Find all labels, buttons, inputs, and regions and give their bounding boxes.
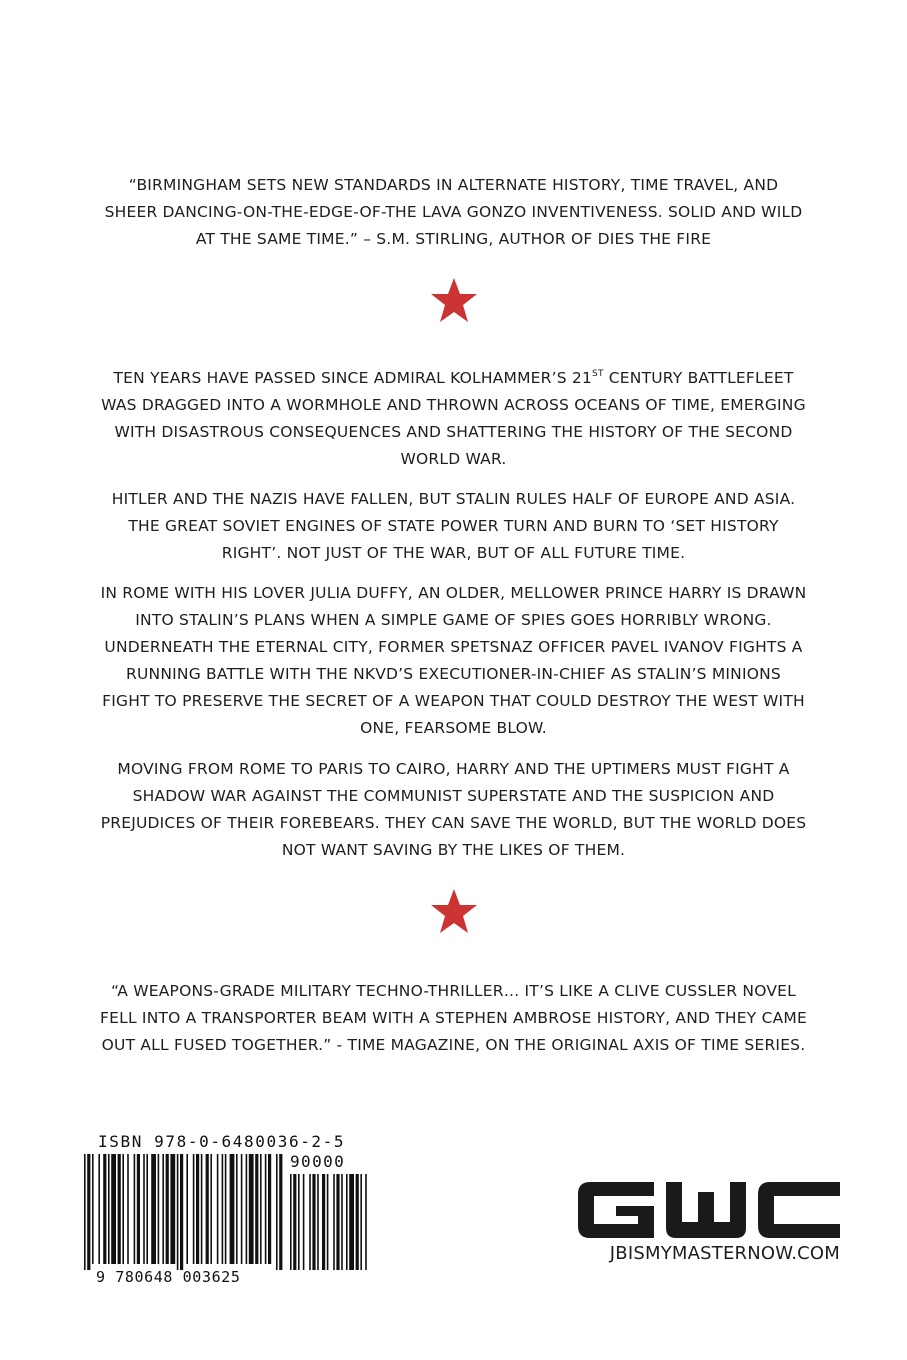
barcode-bar xyxy=(143,1154,145,1264)
publisher-website: JBISMYMASTERNOW.COM xyxy=(609,1243,840,1264)
barcode-bar xyxy=(170,1154,175,1264)
gwc-logo xyxy=(578,1182,840,1238)
barcode-bar xyxy=(166,1154,169,1264)
barcode-bar xyxy=(222,1154,224,1264)
barcode-bar xyxy=(177,1154,179,1270)
barcode-bar xyxy=(122,1154,124,1264)
red-star-icon xyxy=(429,887,479,935)
blurb-p1-text-a: TEN YEARS HAVE PASSED SINCE ADMIRAL KOLHAMMER’S 21 xyxy=(113,369,593,387)
barcode-bar xyxy=(201,1154,203,1264)
barcode-bar xyxy=(249,1154,254,1264)
barcode-addon-bar xyxy=(293,1174,296,1270)
price-code: 90000 xyxy=(290,1152,346,1171)
barcode-addon-bar xyxy=(312,1174,315,1270)
barcode-bar xyxy=(137,1154,140,1264)
barcode-addon-bar xyxy=(317,1174,319,1270)
barcode-addon-bar xyxy=(309,1174,311,1270)
barcode-bar xyxy=(162,1154,164,1264)
barcode-bar xyxy=(186,1154,188,1264)
barcode-addon-bar xyxy=(322,1174,325,1270)
barcode-bar xyxy=(118,1154,121,1264)
barcode-bar xyxy=(111,1154,116,1264)
isbn-label: ISBN 978-0-6480036-2-5 xyxy=(98,1132,346,1151)
barcode-bar xyxy=(180,1154,183,1270)
barcode-bar xyxy=(151,1154,156,1264)
barcode-bar xyxy=(217,1154,219,1264)
blurb-paragraph-1 xyxy=(100,365,807,473)
barcode-addon-bar xyxy=(356,1174,359,1270)
barcode-bar xyxy=(246,1154,248,1264)
barcode-bar xyxy=(193,1154,195,1264)
barcode-addon-bar xyxy=(298,1174,300,1270)
barcode-bar xyxy=(158,1154,160,1264)
barcode-bar xyxy=(134,1154,136,1264)
barcode-bar xyxy=(279,1154,282,1270)
blurb-paragraph-4: MOVING FROM ROME TO PARIS TO CAIRO, HARRY AND THE UPTIMERS MUST FIGHT A SHADOW WAR AGAINST THE COMMUNIST SUPERSTATE AND THE SUSPICION AND PREJUDICES OF THEIR FOREBEARS. THEY CAN SAVE THE WORLD, BUT THE WORLD DOES NOT WANT SAVING BY THE LIKES OF THEM. xyxy=(100,760,807,859)
barcode-bar xyxy=(108,1154,110,1264)
barcode-bar xyxy=(127,1154,129,1264)
barcode-bar xyxy=(103,1154,106,1264)
barcode-addon-bar xyxy=(303,1174,305,1270)
barcode-bar xyxy=(236,1154,238,1264)
barcode-bar xyxy=(84,1154,86,1270)
barcode-addon-bar xyxy=(341,1174,343,1270)
isbn-barcode xyxy=(80,1130,390,1290)
barcode-bar xyxy=(146,1154,148,1264)
blurb-paragraph-2: HITLER AND THE NAZIS HAVE FALLEN, BUT STALIN RULES HALF OF EUROPE AND ASIA. THE GREAT SOVIET ENGINES OF STATE POWER TURN AND BURN TO ‘SET HISTORY RIGHT’. NOT JUST OF THE WAR, BUT OF ALL FUTURE TIME. xyxy=(111,490,796,562)
barcode-addon-bar xyxy=(346,1174,348,1270)
barcode-bar xyxy=(241,1154,243,1264)
barcode-addon-bar xyxy=(365,1174,367,1270)
blurb-paragraph-3: IN ROME WITH HIS LOVER JULIA DUFFY, AN OLDER, MELLOWER PRINCE HARRY IS DRAWN INTO STALIN’S PLANS WHEN A SIMPLE GAME OF SPIES GOES HORRIBLY WRONG. UNDERNEATH THE ETERNAL CITY, FORMER SPETSNAZ OFFICER PAVEL IVANOV FIGHTS A RUNNING BATTLE WITH THE NKVD’S EXECUTIONER-IN-CHIEF AS STALIN’S MINIONS FIGHT TO PRESERVE THE SECRET OF A WEAPON THAT COULD DESTROY THE WEST WITH ONE, FEARSOME BLOW. xyxy=(100,584,807,737)
barcode-bar xyxy=(87,1154,90,1270)
barcode-bar xyxy=(225,1154,227,1264)
barcode-addon-bar xyxy=(290,1174,292,1270)
barcode-bar xyxy=(230,1154,235,1264)
top-review-quote: “BIRMINGHAM SETS NEW STANDARDS IN ALTERNATE HISTORY, TIME TRAVEL, AND SHEER DANCING-ON-THE-EDGE-OF-THE LAVA GONZO INVENTIVENESS. SOLID AND WILD AT THE SAME TIME.” – S.M. STIRLING, AUTHOR OF DIES THE FIRE xyxy=(104,176,803,248)
barcode-addon-bar xyxy=(327,1174,329,1270)
red-star-icon xyxy=(429,276,479,324)
barcode-bar xyxy=(260,1154,262,1264)
blurb-p1-text-b: CENTURY BATTLEFLEET WAS DRAGGED INTO A WORMHOLE AND THROWN ACROSS OCEANS OF TIME, EMERGING WITH DISASTROUS CONSEQUENCES AND SHATTERING THE HISTORY OF THE SECOND WORLD WAR. xyxy=(101,369,806,468)
barcode-bar xyxy=(206,1154,209,1264)
blurb-p1-superscript: ST xyxy=(592,368,604,379)
barcode-bar xyxy=(196,1154,199,1264)
barcode-bar xyxy=(276,1154,278,1270)
barcode-bar xyxy=(92,1154,94,1264)
bottom-review-quote: “A WEAPONS-GRADE MILITARY TECHNO-THRILLER… IT’S LIKE A CLIVE CUSSLER NOVEL FELL INTO A TRANSPORTER BEAM WITH A STEPHEN AMBROSE HISTORY, AND THEY CAME OUT ALL FUSED TOGETHER.” - TIME MAGAZINE, ON THE ORIGINAL AXIS OF TIME SERIES. xyxy=(100,982,807,1054)
barcode-bar xyxy=(265,1154,267,1264)
barcode-addon-bar xyxy=(360,1174,362,1270)
barcode-bar xyxy=(210,1154,212,1264)
barcode-bar xyxy=(268,1154,271,1264)
barcode-addon-bar xyxy=(333,1174,335,1270)
barcode-bar xyxy=(98,1154,100,1264)
barcode-digits: 9 780648 003625 xyxy=(96,1268,241,1286)
barcode-addon-bar xyxy=(349,1174,354,1270)
barcode-addon-bar xyxy=(336,1174,339,1270)
barcode-bar xyxy=(255,1154,258,1264)
barcode-bars xyxy=(80,1154,390,1270)
